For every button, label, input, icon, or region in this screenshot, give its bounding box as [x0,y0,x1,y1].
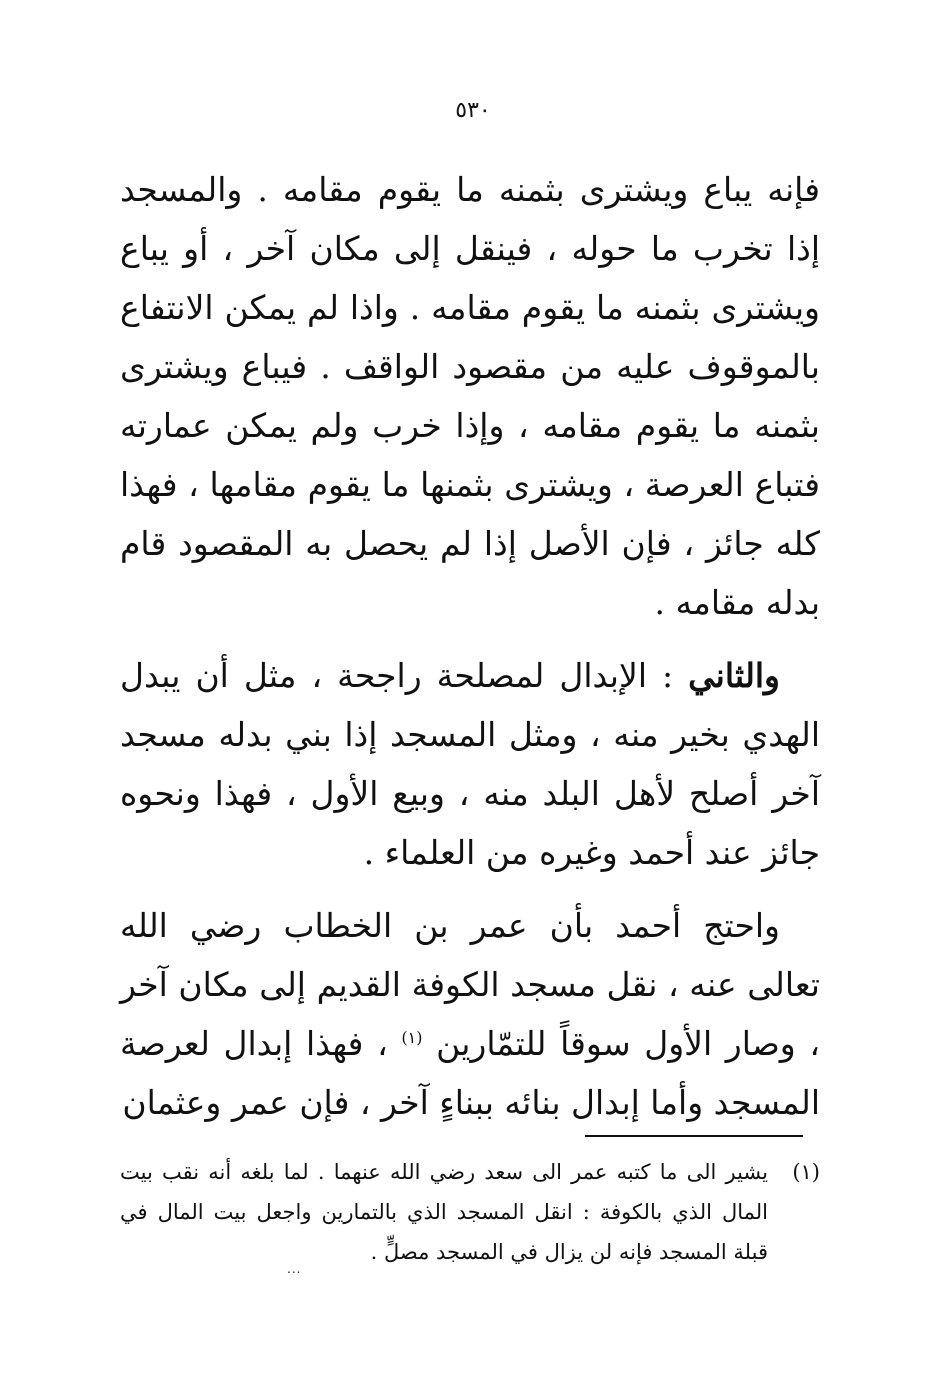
paragraph-2-lead: والثاني [688,656,780,695]
paragraph-3-text-after-ref: ، فهذا إبدال لعرصة المسجد وأما إبدال بنائه ببناءٍ آخر ، فإن عمر وعثمان [120,1024,820,1122]
paragraph-1 [120,160,820,632]
footnote-1 [120,1152,820,1272]
footnote-1-text: يشير الى ما كتبه عمر الى سعد رضي الله عنهما . لما بلغه أنه نقب بيت المال الذي بالكوفة : انقل المسجد الذي بالتمارين واجعل بيت المال في قبلة المسجد فإنه لن يزال في المسجد مصلٍّ . [120,1160,768,1264]
paragraph-2-text: : الإبدال لمصلحة راجحة ، مثل أن يبدل الهدي بخير منه ، ومثل المسجد إذا بني بدله مسجد آخر أصلح لأهل البلد منه ، وبيع الأول ، فهذا ونحوه جائز عند أحمد وغيره من العلماء . [120,656,820,872]
paragraph-1-text: فإنه يباع ويشترى بثمنه ما يقوم مقامه . والمسجد إذا تخرب ما حوله ، فينقل إلى مكان آخر ، أو يباع ويشترى بثمنه ما يقوم مقامه . واذا لم يمكن الانتفاع بالموقوف عليه من مقصود الواقف . فيباع ويشترى بثمنه ما يقوم مقامه ، وإذا خرب ولم يمكن عمارته فتباع العرصة ، ويشترى بثمنها ما يقوم مقامها ، فهذا كله جائز ، فإن الأصل إذا لم يحصل به المقصود قام بدله مقامه . [120,170,820,622]
paragraph-2 [120,646,820,882]
footnotes-section [120,1152,820,1272]
paragraph-3 [120,896,820,1132]
main-text-body [120,160,820,1132]
stray-dots-mark: ... [287,1262,302,1276]
footnote-separator-rule [585,1135,803,1137]
paragraph-3-text-before-ref: واحتج أحمد بأن عمر بن الخطاب رضي الله تعالى عنه ، نقل مسجد الكوفة القديم إلى مكان آخر ، وصار الأول سوقاً للتمّارين [120,906,820,1063]
footnote-1-marker: (١) [792,1160,820,1184]
page-number: ٥٣٠ [455,98,491,123]
footnote-reference[interactable]: (١) [401,1028,423,1047]
